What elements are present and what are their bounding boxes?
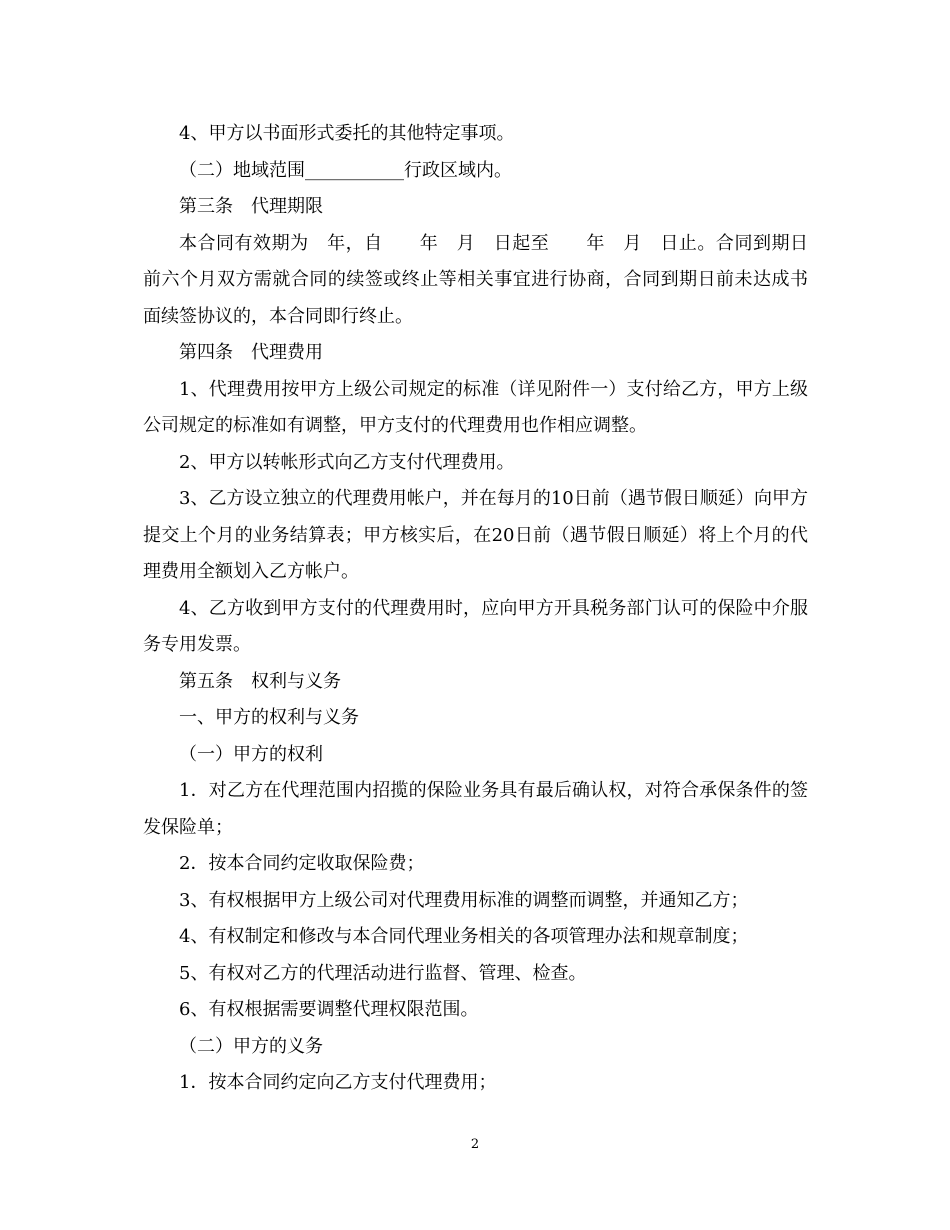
subheading-party-a-obligations: （二）甲方的义务 <box>179 1035 323 1057</box>
list-item-adjust-scope: 6、有权根据需要调整代理权限范围。 <box>179 999 479 1020</box>
paragraph-fee-standard: 1、代理费用按甲方上级公司规定的标准（详见附件一）支付给乙方，甲方上级公司规定的标准如有调整，甲方支付的代理费用也作相应调整。 <box>143 378 808 436</box>
paragraph-geographic-scope: （二）地域范围___________行政区域内。 <box>179 159 512 181</box>
paragraph-invoice: 4、乙方收到甲方支付的代理费用时，应向甲方开具税务部门认可的保险中介服务专用发票。 <box>143 597 808 655</box>
list-item-collect-premium: 2．按本合同约定收取保险费； <box>179 853 425 874</box>
paragraph-validity-period: 本合同有效期为 年，自 年 月 日起至 年 月 日止。合同到期日前六个月双方需就合同的续签或终止等相关事宜进行协商，合同到期日前未达成书面续签协议的，本合同即行终止。 <box>143 232 808 327</box>
section-heading-article-3: 第三条 代理期限 <box>179 196 323 217</box>
paragraph-fee-account: 3、乙方设立独立的代理费用帐户，并在每月的10日前（遇节假日顺延）向甲方提交上个月的业务结算表；甲方核实后，在20日前（遇节假日顺延）将上个月的代理费用全额划入乙方帐户。 <box>143 488 808 582</box>
paragraph-item-4-entrusted-matters: 4、甲方以书面形式委托的其他特定事项。 <box>179 123 515 144</box>
list-item-management-rules: 4、有权制定和修改与本合同代理业务相关的各项管理办法和规章制度； <box>179 926 749 947</box>
document-body <box>143 116 808 1102</box>
page-number: 2 <box>470 1137 480 1152</box>
paragraph-fee-transfer: 2、甲方以转帐形式向乙方支付代理费用。 <box>179 451 515 473</box>
subheading-party-a-rights: （一）甲方的权利 <box>179 743 323 765</box>
section-heading-article-5: 第五条 权利与义务 <box>179 670 341 692</box>
list-item-pay-fee: 1．按本合同约定向乙方支付代理费用； <box>179 1072 497 1093</box>
list-item-supervision: 5、有权对乙方的代理活动进行监督、管理、检查。 <box>179 962 587 984</box>
subheading-party-a-rights-obligations: 一、甲方的权利与义务 <box>179 707 359 728</box>
list-item-adjust-fee: 3、有权根据甲方上级公司对代理费用标准的调整而调整，并通知乙方； <box>179 889 749 911</box>
section-heading-article-4: 第四条 代理费用 <box>179 342 323 363</box>
list-item-confirmation-right: 1．对乙方在代理范围内招揽的保险业务具有最后确认权，对符合承保条件的签发保险单； <box>143 780 808 838</box>
